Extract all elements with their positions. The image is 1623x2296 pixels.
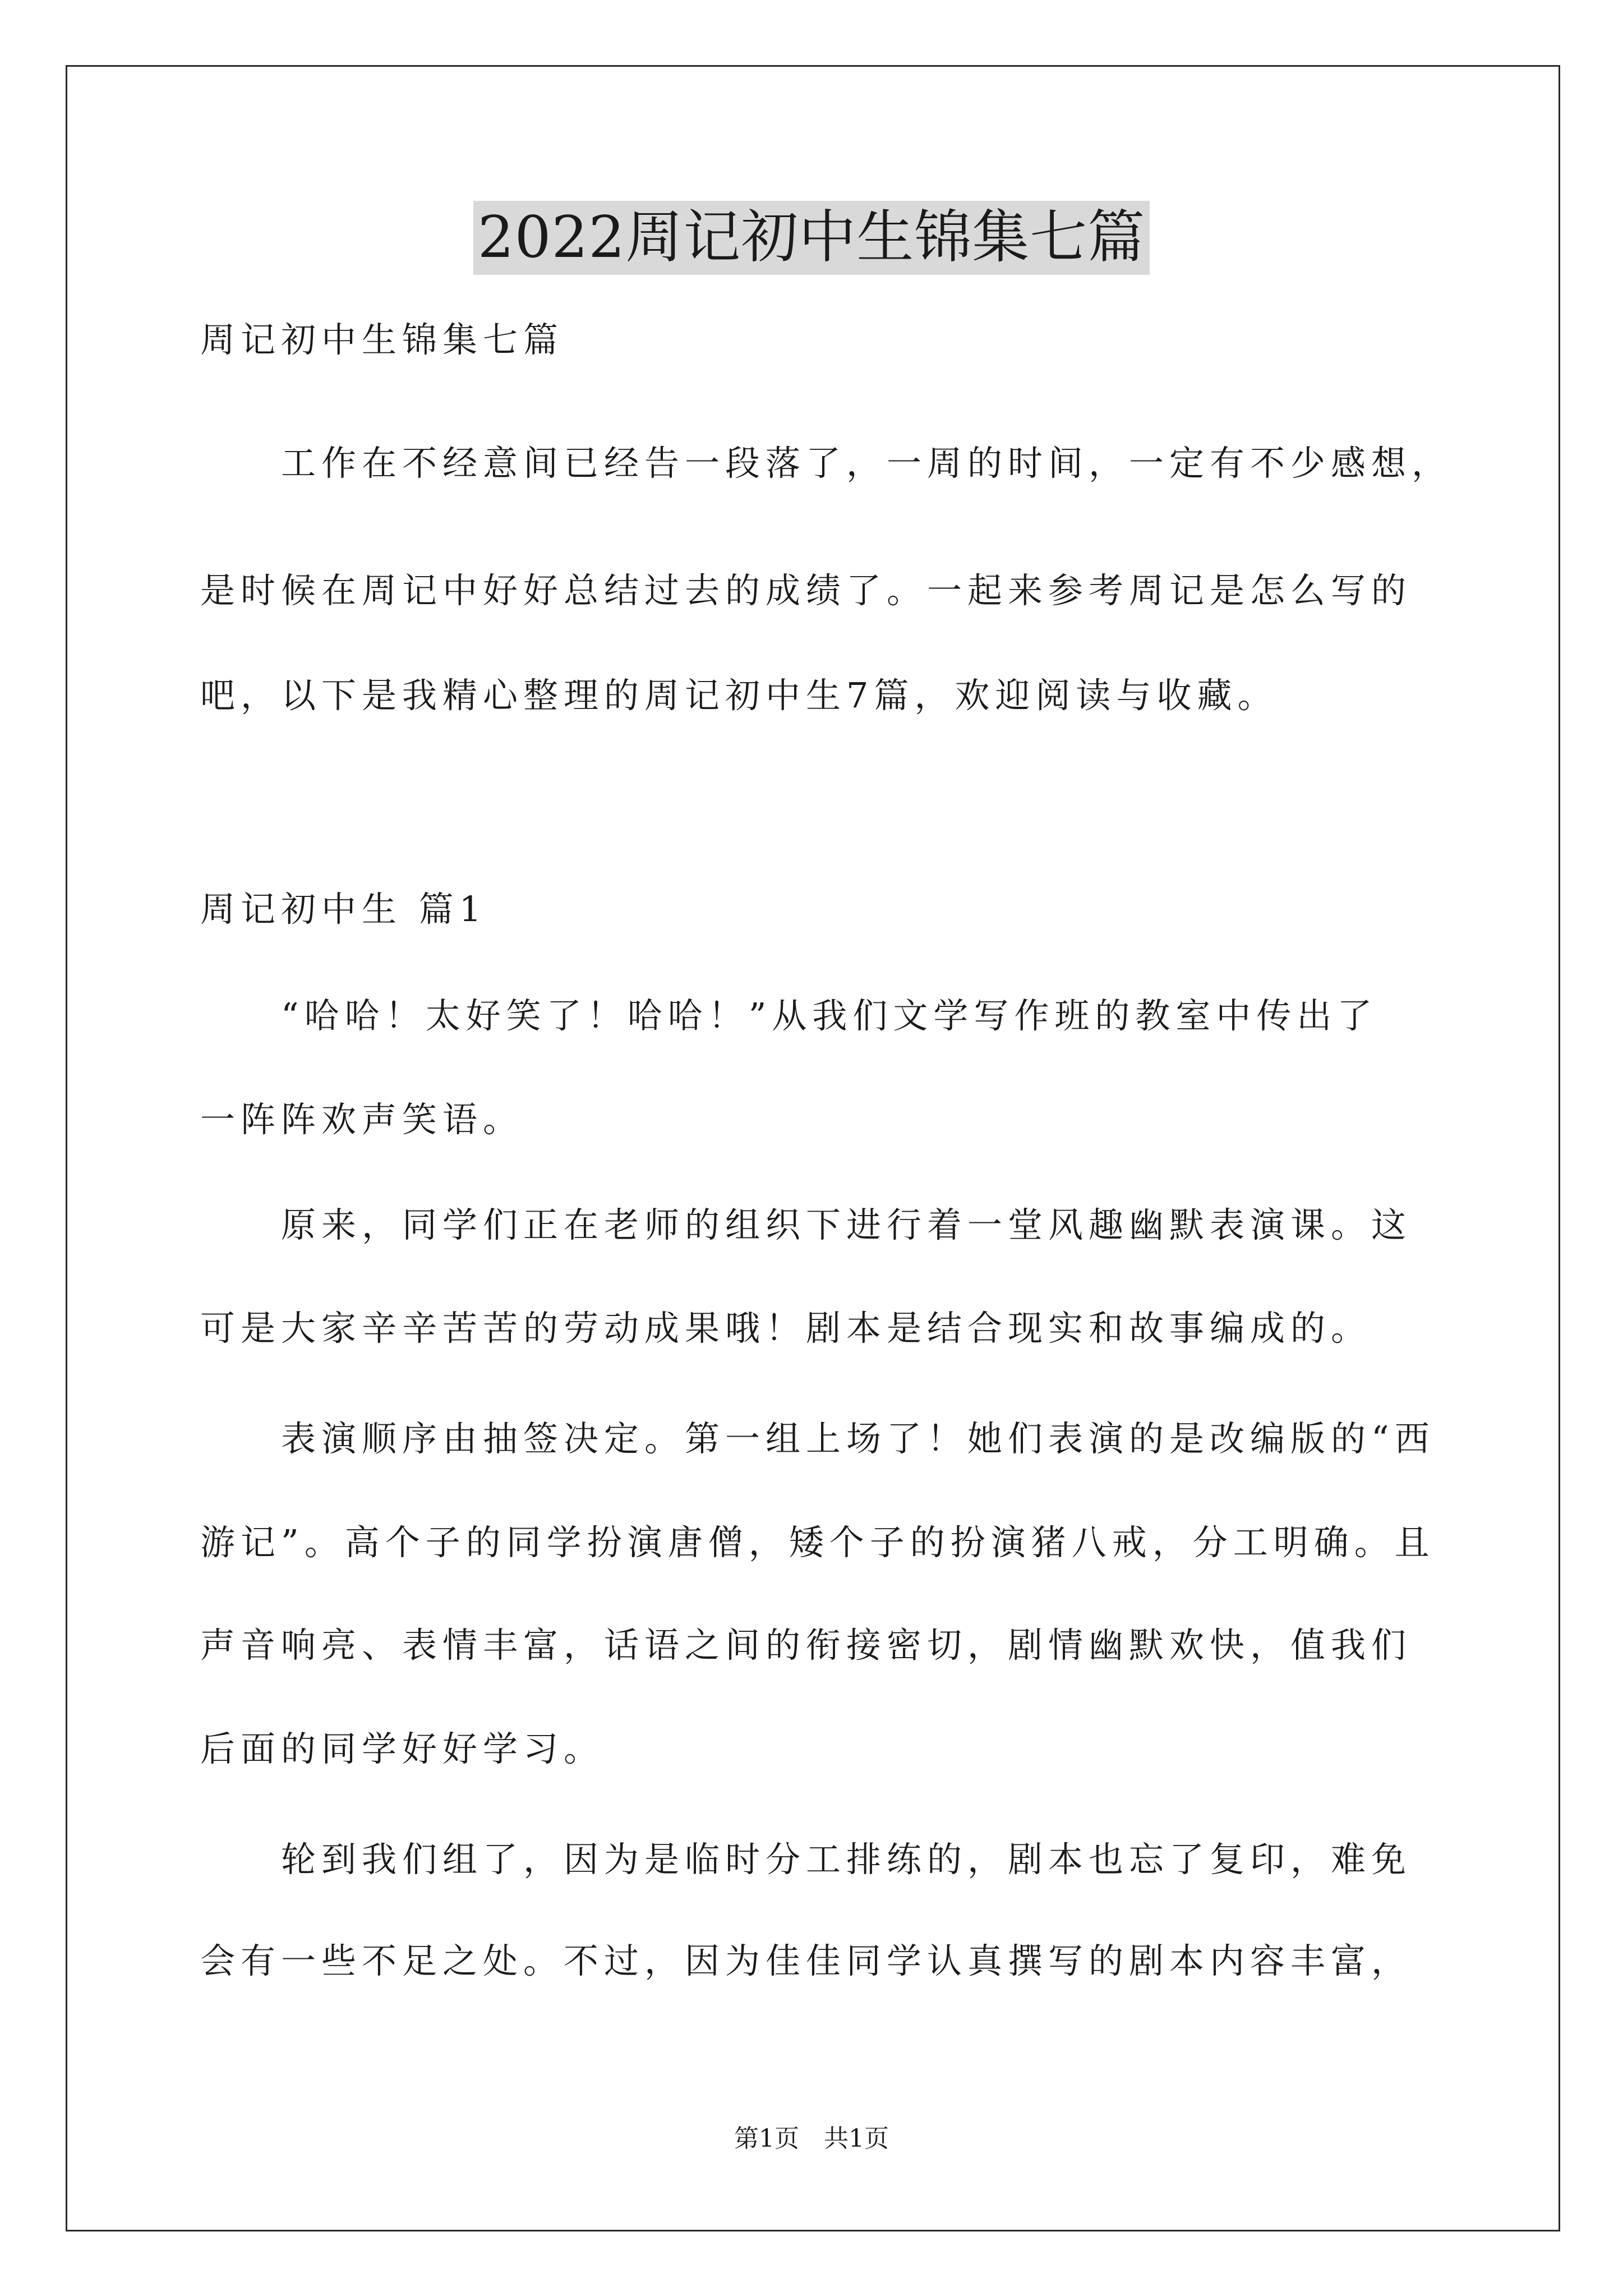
text-line: 会有一些不足之处。不过，因为佳佳同学认真撰写的剧本内容丰富，	[200, 1940, 1412, 1981]
text-line: 工作在不经意间已经告一段落了，一周的时间，一定有不少感想，	[200, 443, 1453, 484]
text-line: 吧，以下是我精心整理的周记初中生7篇，欢迎阅读与收藏。	[200, 675, 1278, 716]
text-line: 可是大家辛辛苦苦的劳动成果哦！剧本是结合现实和故事编成的。	[200, 1308, 1372, 1349]
title-container	[0, 201, 1623, 275]
text-line: 声音响亮、表情丰富，话语之间的衔接密切，剧情幽默欢快，值我们	[200, 1625, 1412, 1665]
text-line: 轮到我们组了，因为是临时分工排练的，剧本也忘了复印，难免	[200, 1839, 1412, 1880]
text-line: 游记”。高个子的同学扮演唐僧，矮个子的扮演猪八戒，分工明确。且	[200, 1522, 1435, 1563]
page-border	[66, 65, 1560, 2231]
text-line: “哈哈！太好笑了！哈哈！”从我们文学写作班的教室中传出了	[200, 995, 1378, 1036]
text-line: 一阵阵欢声笑语。	[200, 1099, 524, 1140]
text-line: 后面的同学好好学习。	[200, 1728, 605, 1769]
page-footer: 第1页 共1页	[734, 2124, 889, 2153]
text-line: 表演顺序由抽签决定。第一组上场了！她们表演的是改编版的“西	[200, 1418, 1435, 1459]
document-title: 2022周记初中生锦集七篇	[473, 201, 1150, 275]
text-line: 原来，同学们正在老师的组织下进行着一堂风趣幽默表演课。这	[200, 1204, 1412, 1245]
subtitle-line: 周记初中生锦集七篇	[200, 319, 564, 360]
text-line: 是时候在周记中好好总结过去的成绩了。一起来参考周记是怎么写的	[200, 570, 1412, 611]
section-heading: 周记初中生 篇1	[200, 889, 487, 930]
